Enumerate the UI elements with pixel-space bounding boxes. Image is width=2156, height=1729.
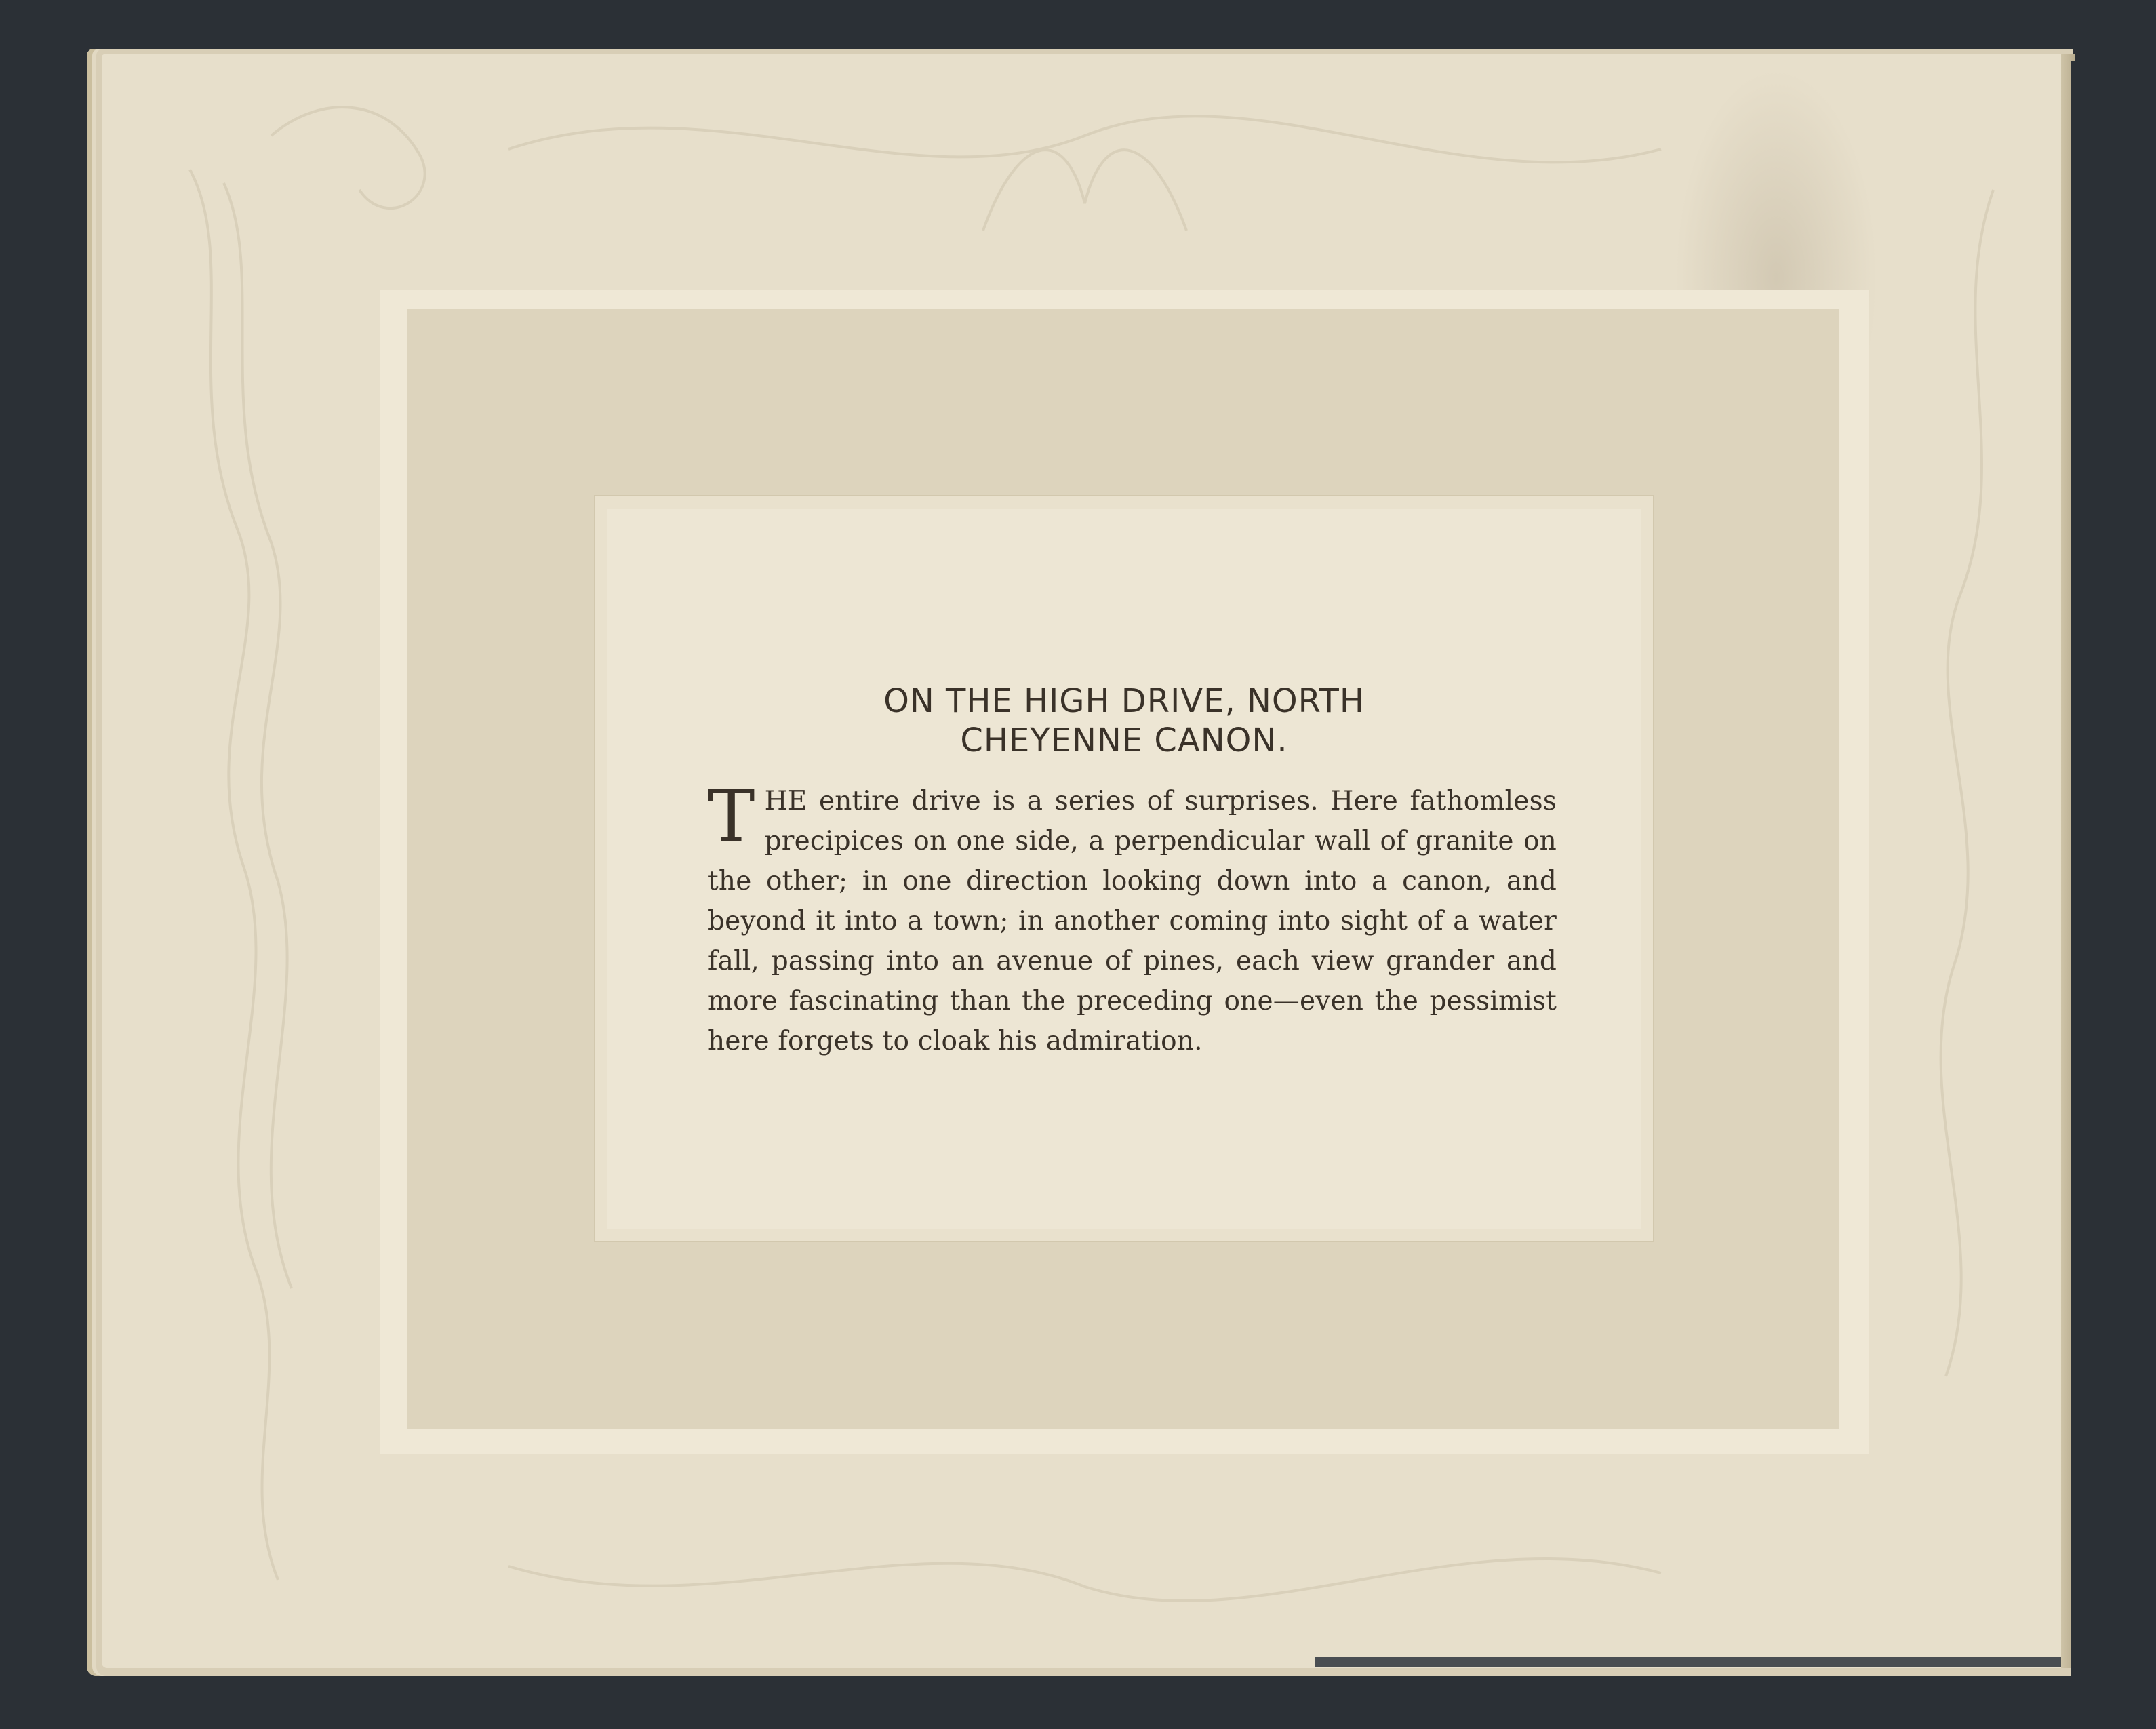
scan-right-margin <box>2071 61 2156 1729</box>
binding-strip <box>1315 1657 2061 1667</box>
card-body-paragraph: HE entire drive is a series of surprises. Here fathomless precipices on one side, a perpendicular wall of granite on the other; in one direction looking down into a canon, and beyond it into a town; in another coming into sight of a water fall, passing into an avenue of pines, each view grander and more fascinating than the preceding one—even the pessimist here forgets to cloak his admiration. <box>708 786 1557 1056</box>
card-title-line-1: ON THE HIGH DRIVE, NORTH <box>883 682 1365 720</box>
ornament-left-scroll-2 <box>224 183 292 1288</box>
card-title <box>607 681 1641 760</box>
ornament-bottom-arch <box>508 1559 1661 1601</box>
ornament-left-scroll <box>190 170 278 1580</box>
ornament-top-flourish <box>271 107 425 208</box>
drop-cap-letter: T <box>708 775 755 858</box>
card-title-line-2: CHEYENNE CANON. <box>960 721 1288 759</box>
ornament-right-scroll <box>1941 190 1993 1376</box>
card-body-text <box>708 775 1557 1061</box>
ornament-top-arch <box>508 116 1661 162</box>
ornament-top-arch-2 <box>983 150 1186 231</box>
